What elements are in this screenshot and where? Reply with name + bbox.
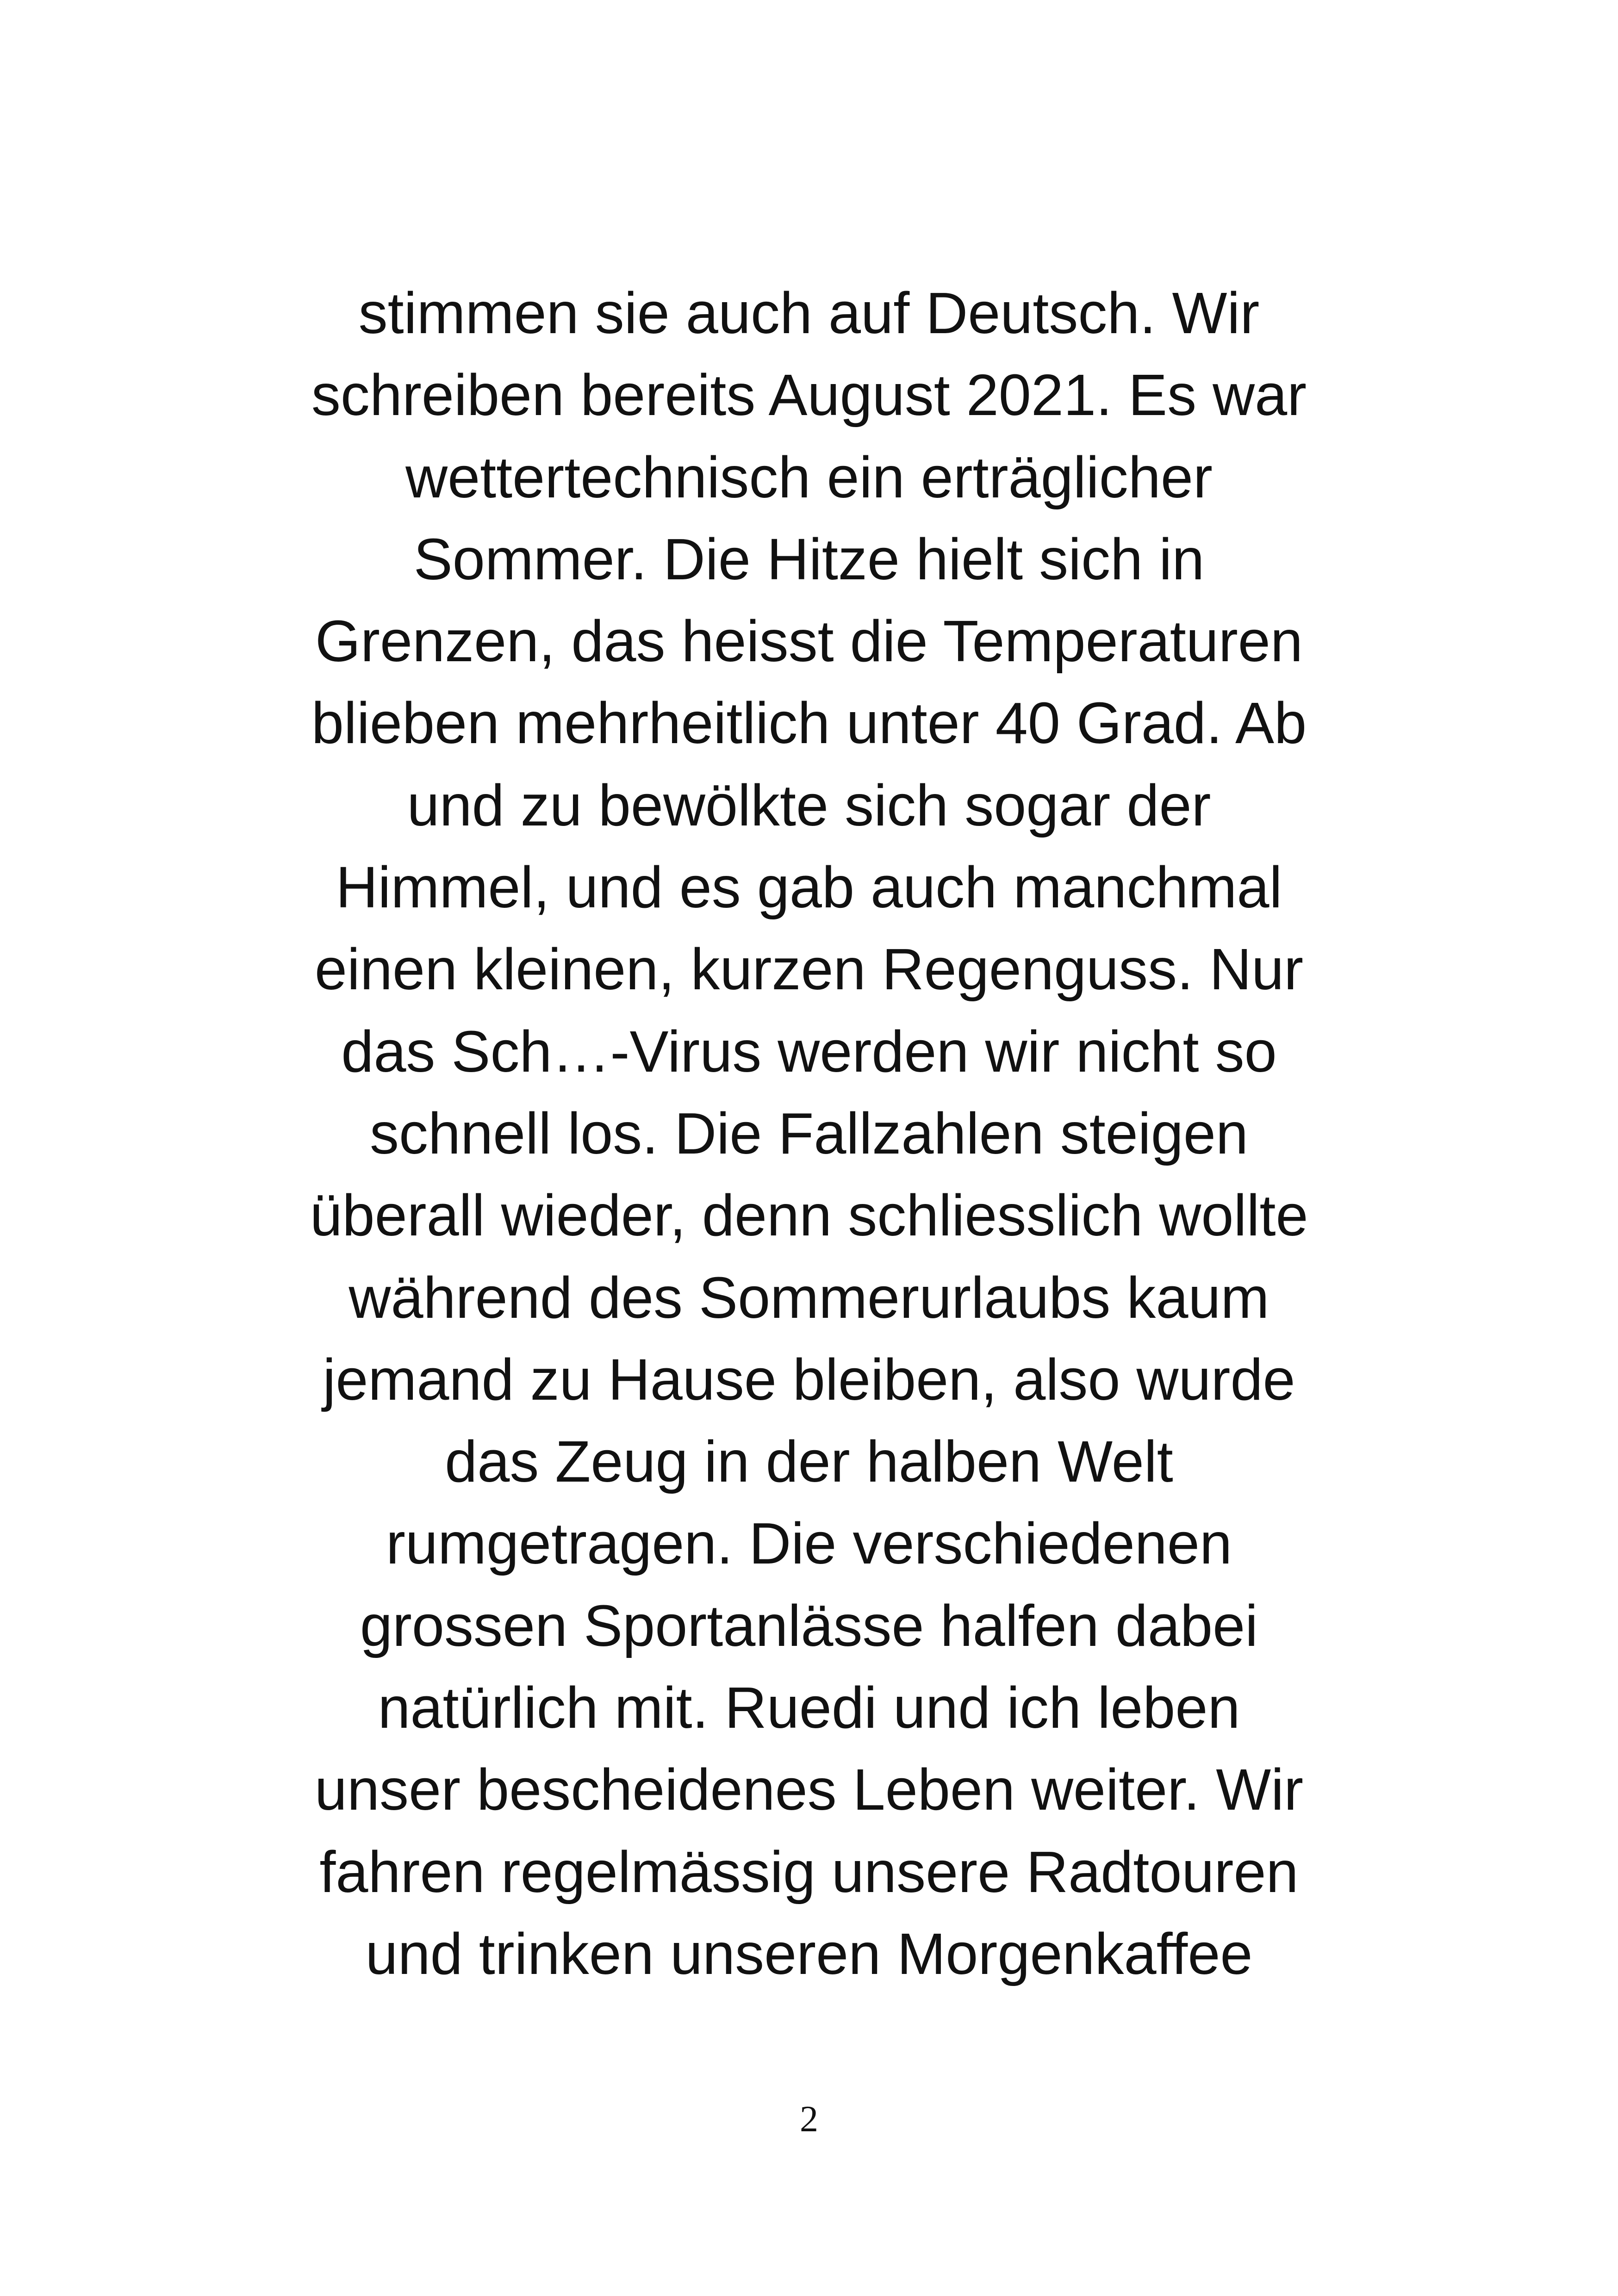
text-line: während des Sommerurlaubs kaum — [348, 1265, 1270, 1330]
text-line: und trinken unseren Morgenkaffee — [365, 1921, 1253, 1986]
text-line: rumgetragen. Die verschiedenen — [386, 1511, 1232, 1576]
text-line: blieben mehrheitlich unter 40 Grad. Ab — [311, 690, 1307, 756]
text-line: schreiben bereits August 2021. Es war — [311, 362, 1307, 428]
text-line: schnell los. Die Fallzahlen steigen — [370, 1100, 1248, 1166]
page-number: 2 — [800, 2099, 818, 2140]
text-line: fahren regelmässig unsere Radtouren — [319, 1839, 1299, 1905]
text-line: jemand zu Hause bleiben, also wurde — [323, 1347, 1295, 1412]
text-line: überall wieder, denn schliesslich wollte — [310, 1183, 1308, 1248]
text-line: stimmen sie auch auf Deutsch. Wir — [358, 280, 1260, 346]
text-line: und zu bewölkte sich sogar der — [407, 772, 1211, 838]
text-line: grossen Sportanlässe halfen dabei — [360, 1593, 1258, 1658]
text-line: natürlich mit. Ruedi und ich leben — [378, 1675, 1240, 1741]
text-line: einen kleinen, kurzen Regenguss. Nur — [314, 937, 1304, 1002]
text-line: Himmel, und es gab auch manchmal — [336, 855, 1282, 920]
body-text — [259, 272, 1359, 1995]
text-line: das Sch…-Virus werden wir nicht so — [341, 1018, 1277, 1084]
text-line: Grenzen, das heisst die Temperaturen — [315, 608, 1303, 674]
text-line: das Zeug in der halben Welt — [445, 1429, 1173, 1495]
text-line: unser bescheidenes Leben weiter. Wir — [314, 1757, 1304, 1823]
text-line: Sommer. Die Hitze hielt sich in — [413, 526, 1205, 592]
text-line: wettertechnisch ein erträglicher — [405, 444, 1213, 510]
